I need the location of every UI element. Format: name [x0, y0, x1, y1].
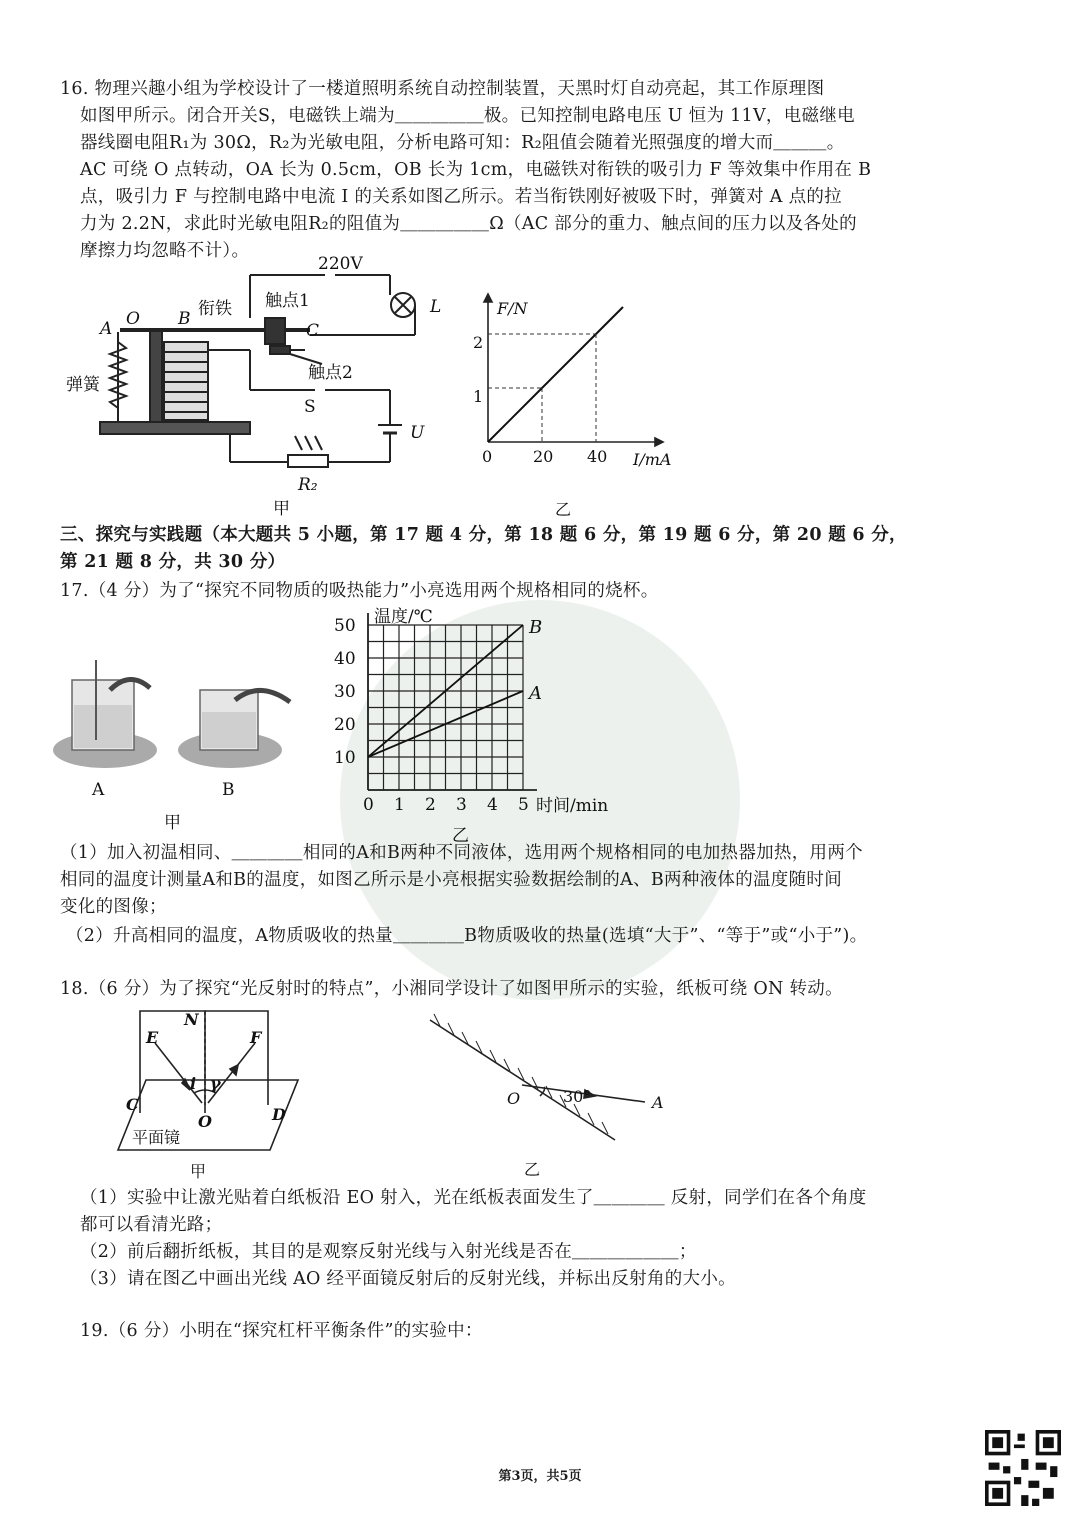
chart0-xtick-20: 20 [533, 447, 554, 466]
beaker-b-liquid [202, 712, 256, 748]
q16-line: 16. 物理兴趣小组为学校设计了一楼道照明系统自动控制装置，天黑时灯自动亮起，其工作原理图 [60, 79, 825, 99]
chart1-xtick: 4 [487, 795, 498, 815]
q18-line: 都可以看清光路； [80, 1215, 223, 1235]
mirror-hatching [434, 1014, 608, 1134]
q19-title: 19.（6 分）小明在“探究杠杆平衡条件”的实验中： [80, 1321, 483, 1341]
beaker-a-liquid [74, 705, 132, 748]
chart1-xtick: 0 [363, 795, 374, 815]
label-e: E [146, 1028, 159, 1047]
q17-title: 17.（4 分）为了“探究不同物质的吸热能力”小亮选用两个规格相同的烧杯。 [60, 581, 659, 601]
label-u: U [410, 423, 425, 443]
label-mirror: 平面镜 [132, 1128, 181, 1147]
plane-mirror-surface [430, 1020, 615, 1140]
label-armature: 衔铁 [198, 299, 232, 319]
q17-line: 变化的图像； [60, 897, 167, 917]
label-o: O [126, 309, 140, 329]
incident-ray-eo [155, 1043, 202, 1103]
q16-line: 力为 2.2N，求此时光敏电阻R₂的阻值为＿＿＿＿＿Ω（AC 部分的重力、触点间的压力以及各处的 [80, 214, 857, 234]
label-d: D [272, 1105, 286, 1124]
q17-line: 相同的温度计测量A和B的温度，如图乙所示是小亮根据实验数据绘制的A、B两种液体的温度随时间 [60, 870, 842, 890]
label-spring: 弹簧 [66, 375, 100, 395]
chart1-xlabel: 时间/min [536, 796, 609, 816]
chart1-ytick: 10 [334, 748, 356, 768]
q18-title: 18.（6 分）为了探究“光反射时的特点”，小湘同学设计了如图甲所示的实验，纸板可绕 ON 转动。 [60, 979, 843, 999]
q18-line: （3）请在图乙中画出光线 AO 经平面镜反射后的反射光线，并标出反射角的大小。 [80, 1269, 736, 1289]
section3-header-line: 第 21 题 8 分，共 30 分） [60, 552, 286, 572]
section3-header-line: 三、探究与实践题（本大题共 5 小题，第 17 题 4 分，第 18 题 6 分，第 19 题 6 分，第 20 题 6 分， [60, 525, 907, 545]
chart1-xtick: 2 [425, 795, 436, 815]
chart1-series-label-A: A [529, 683, 542, 704]
chart0-xtick-0: 0 [482, 447, 493, 466]
chart0-caption: 乙 [555, 500, 572, 519]
x-axis-arrow [655, 438, 663, 446]
chart0-ylabel: F/N [497, 299, 528, 318]
label-n: N [184, 1010, 199, 1029]
label-c: C [306, 321, 320, 341]
q16-force-current-chart [455, 290, 695, 520]
label-contact1: 触点1 [265, 291, 310, 311]
chart1-ytick: 50 [334, 616, 356, 636]
q17-temperature-time-chart [330, 605, 660, 845]
label-o: O [507, 1089, 521, 1108]
chart0-series-line [488, 307, 623, 442]
label-a: A [652, 1093, 664, 1112]
label-lamp: L [430, 297, 442, 317]
label-a: A [100, 319, 113, 339]
beaker-b-label: B [222, 780, 235, 800]
q18-caption-yi: 乙 [524, 1160, 541, 1179]
label-f: F [250, 1028, 262, 1047]
q17-caption-jia: 甲 [164, 813, 181, 833]
q17-beakers-figure [50, 650, 310, 835]
chart0-xtick-40: 40 [587, 447, 608, 466]
label-s: S [304, 397, 316, 417]
chart1-ytick: 20 [334, 715, 356, 735]
q18-mirror-problem-figure [420, 1010, 700, 1180]
q16-line: 如图甲所示。闭合开关S，电磁铁上端为＿＿＿＿＿极。已知控制电路电压 U 恒为 11V，电磁继电 [80, 106, 855, 126]
label-o: O [198, 1112, 212, 1131]
label-gamma: γ [210, 1074, 221, 1093]
chart1-series-label-B: B [529, 617, 543, 638]
chart1-ylabel: 温度/℃ [374, 607, 433, 627]
label-i: i [190, 1074, 197, 1093]
chart1-caption: 乙 [452, 826, 469, 845]
y-axis-arrow [484, 294, 492, 302]
q16-line: 器线圈电阻R₁为 30Ω，R₂为光敏电阻，分析电路可知：R₂阻值会随着光照强度的增大而＿＿＿。 [80, 133, 845, 153]
label-b: B [178, 309, 191, 329]
q17-line: （1）加入初温相同、＿＿＿＿相同的A和B两种不同液体，选用两个规格相同的电加热器加热，用两个 [60, 843, 863, 863]
q18-line: （2）前后翻折纸板，其目的是观察反射光线与入射光线是否在＿＿＿＿＿＿； [80, 1242, 697, 1262]
label-30deg: 30° [563, 1087, 592, 1106]
q18-line: （1）实验中让激光贴着白纸板沿 EO 射入，光在纸板表面发生了＿＿＿＿ 反射，同学们在各个角度 [80, 1188, 867, 1208]
q16-line: 点，吸引力 F 与控制电路中电流 I 的关系如图乙所示。若当衔铁刚好被吸下时，弹簧对 A 点的拉 [80, 187, 842, 207]
q17-line: （2）升高相同的温度，A物质吸收的热量＿＿＿＿B物质吸收的热量(选填“大于”、“等于”或“小于”)。 [66, 926, 868, 946]
chart1-ytick: 30 [334, 682, 356, 702]
label-r2: R₂ [298, 475, 318, 495]
chart1-xtick: 3 [456, 795, 467, 815]
q16-line: 摩擦力均忽略不计）。 [80, 241, 250, 261]
caption-jia: 甲 [273, 499, 290, 519]
page-number: 第3页，共5页 [498, 1469, 582, 1484]
label-contact2: 触点2 [308, 363, 353, 383]
chart0-xlabel: I/mA [633, 450, 672, 469]
chart0-ytick-2: 2 [473, 333, 484, 352]
reflected-ray-of [208, 1043, 255, 1103]
beaker-a-label: A [92, 780, 105, 800]
q16-circuit-diagram [60, 250, 493, 520]
chart1-xtick: 1 [394, 795, 405, 815]
chart1-xtick: 5 [518, 795, 529, 815]
chart0-ytick-1: 1 [473, 387, 484, 406]
q18-reflection-board-figure [100, 1005, 320, 1185]
label-c: C [126, 1095, 139, 1114]
q16-line: AC 可绕 O 点转动，OA 长为 0.5cm，OB 长为 1cm，电磁铁对衔铁的吸引力 F 等效集中作用在 B [80, 160, 872, 180]
chart1-ytick: 40 [334, 649, 356, 669]
q18-caption-jia: 甲 [190, 1162, 207, 1181]
label-220v: 220V [318, 254, 363, 274]
